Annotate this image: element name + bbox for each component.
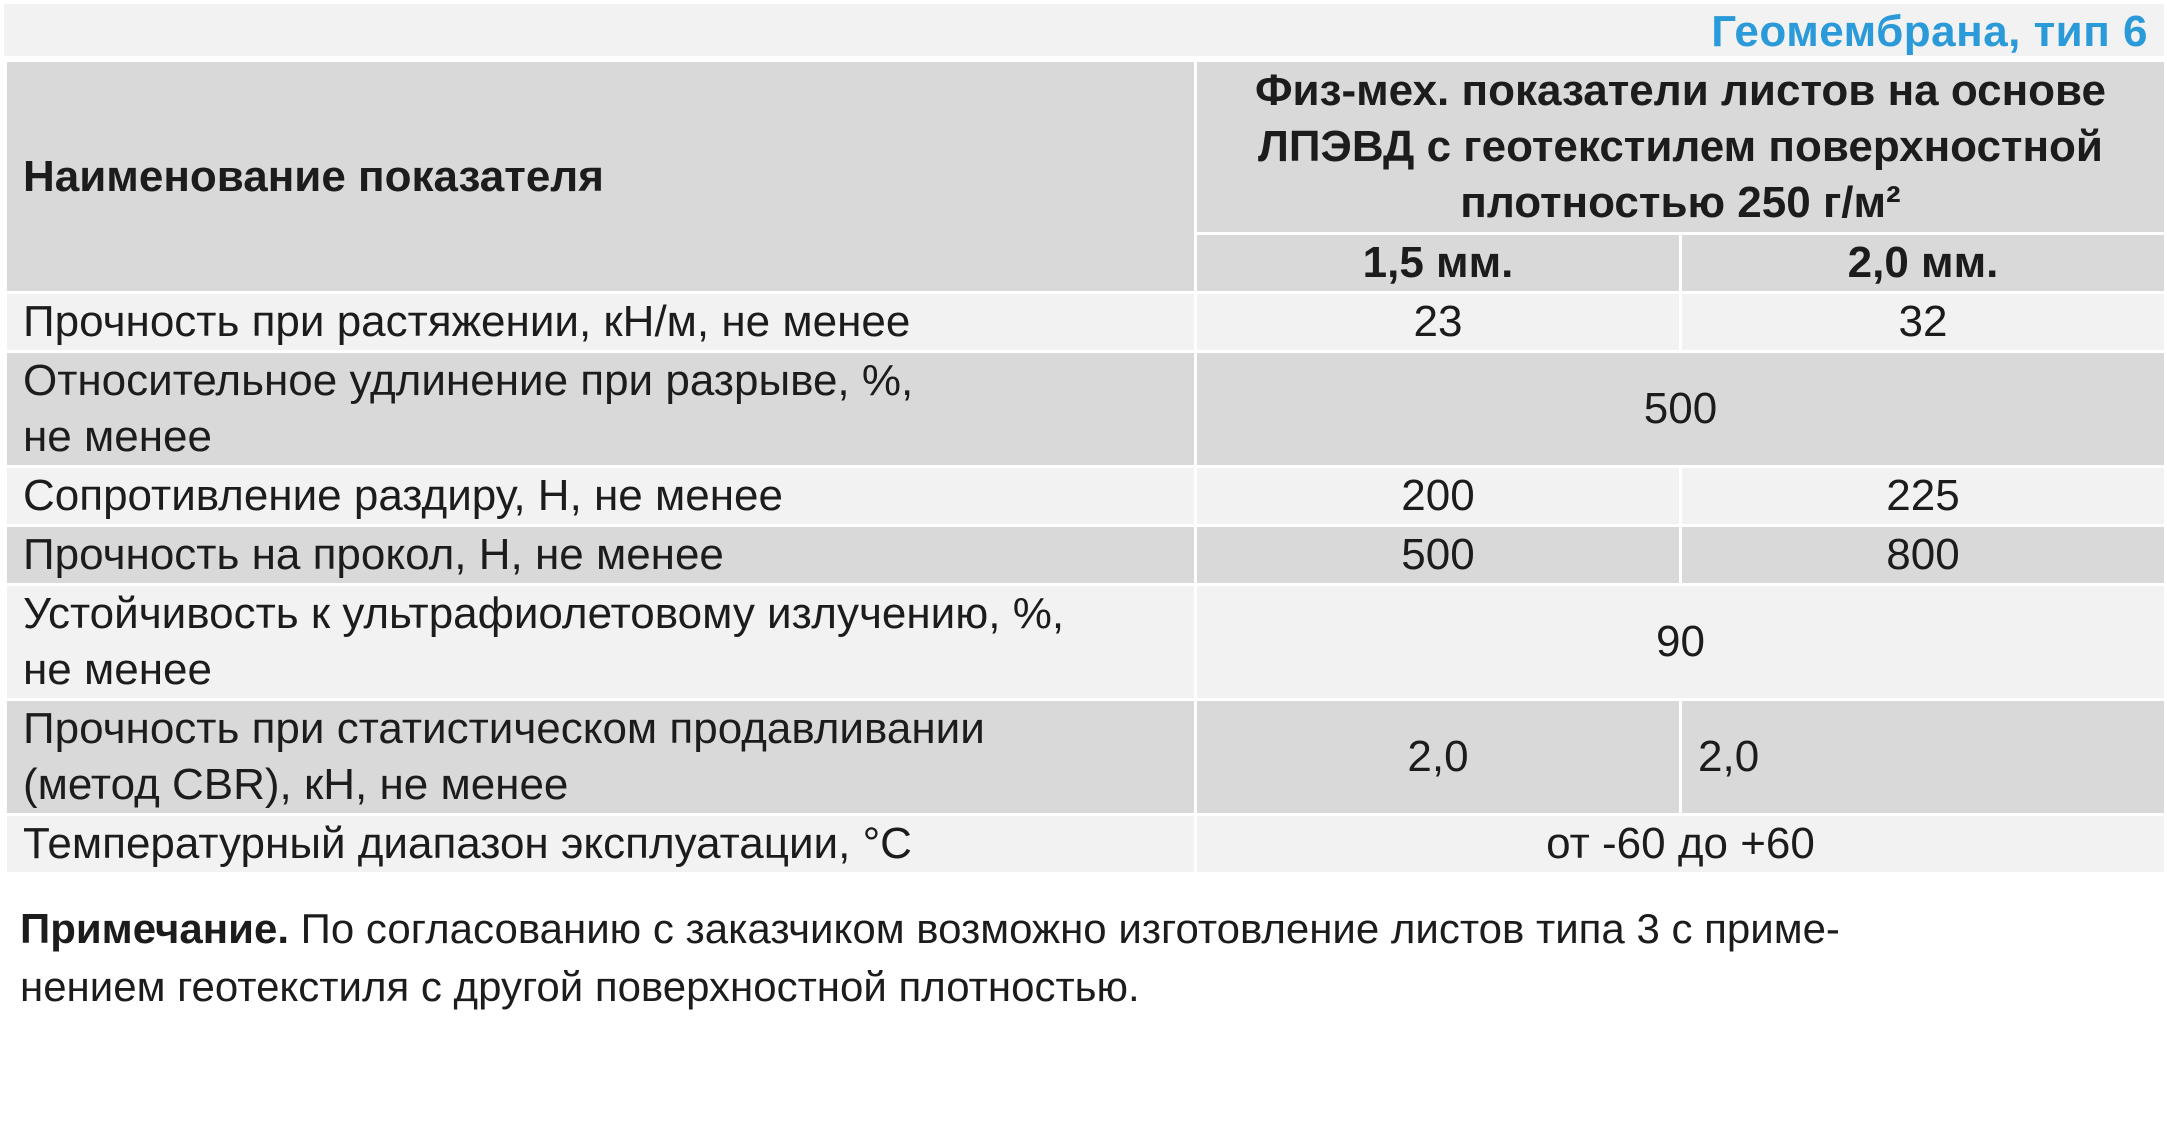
table-row [6, 815, 2166, 874]
note-paragraph [20, 900, 2150, 1016]
row-value-merged: от -60 до +60 [1196, 815, 2166, 874]
row-value-a: 200 [1196, 467, 1681, 526]
note-text-line2: нением геотекстиля с другой поверхностной плотностью. [20, 963, 1140, 1010]
row-name: Сопротивление раздиру, Н, не менее [6, 467, 1196, 526]
spec-table [4, 59, 2167, 875]
row-name-line1: Устойчивость к ультрафиолетовому излучению, %, [23, 589, 1065, 638]
row-value-a: 500 [1196, 526, 1681, 585]
table-row [6, 700, 2166, 815]
header-group [1196, 61, 2166, 234]
row-name [6, 352, 1196, 467]
header-col-a: 1,5 мм. [1196, 234, 1681, 293]
note-text-line1: По согласованию с заказчиком возможно изготовление листов типа 3 с приме- [289, 905, 1840, 952]
row-value-a: 23 [1196, 293, 1681, 352]
table-row [6, 352, 2166, 467]
header-col-b: 2,0 мм. [1681, 234, 2166, 293]
table-header-row [6, 61, 2166, 234]
table-row [6, 526, 2166, 585]
row-value-merged: 90 [1196, 585, 2166, 700]
table-row [6, 467, 2166, 526]
header-group-text: Физ-мех. показатели листов на основе ЛПЭВД с геотекстилем поверхностной плотностью 250 г/м² [1255, 66, 2106, 227]
row-name-line1: Прочность при статистическом продавливании [23, 704, 985, 753]
title-bar [4, 4, 2164, 56]
row-name: Прочность на прокол, Н, не менее [6, 526, 1196, 585]
note-label: Примечание. [20, 905, 290, 952]
row-value-b: 2,0 [1681, 700, 2166, 815]
table-row [6, 585, 2166, 700]
row-value-merged: 500 [1196, 352, 2166, 467]
table-row [6, 293, 2166, 352]
row-name [6, 585, 1196, 700]
row-name-line2: (метод CBR), кН, не менее [23, 760, 569, 809]
row-name: Температурный диапазон эксплуатации, °С [6, 815, 1196, 874]
row-name [6, 700, 1196, 815]
header-name: Наименование показателя [6, 61, 1196, 293]
row-value-a: 2,0 [1196, 700, 1681, 815]
row-name: Прочность при растяжении, кН/м, не менее [6, 293, 1196, 352]
row-value-b: 225 [1681, 467, 2166, 526]
row-name-line2: не менее [23, 412, 212, 461]
row-name-line1: Относительное удлинение при разрыве, %, [23, 356, 914, 405]
row-value-b: 800 [1681, 526, 2166, 585]
row-value-b: 32 [1681, 293, 2166, 352]
page-title: Геомембрана, тип 6 [1711, 7, 2148, 56]
row-name-line2: не менее [23, 645, 212, 694]
